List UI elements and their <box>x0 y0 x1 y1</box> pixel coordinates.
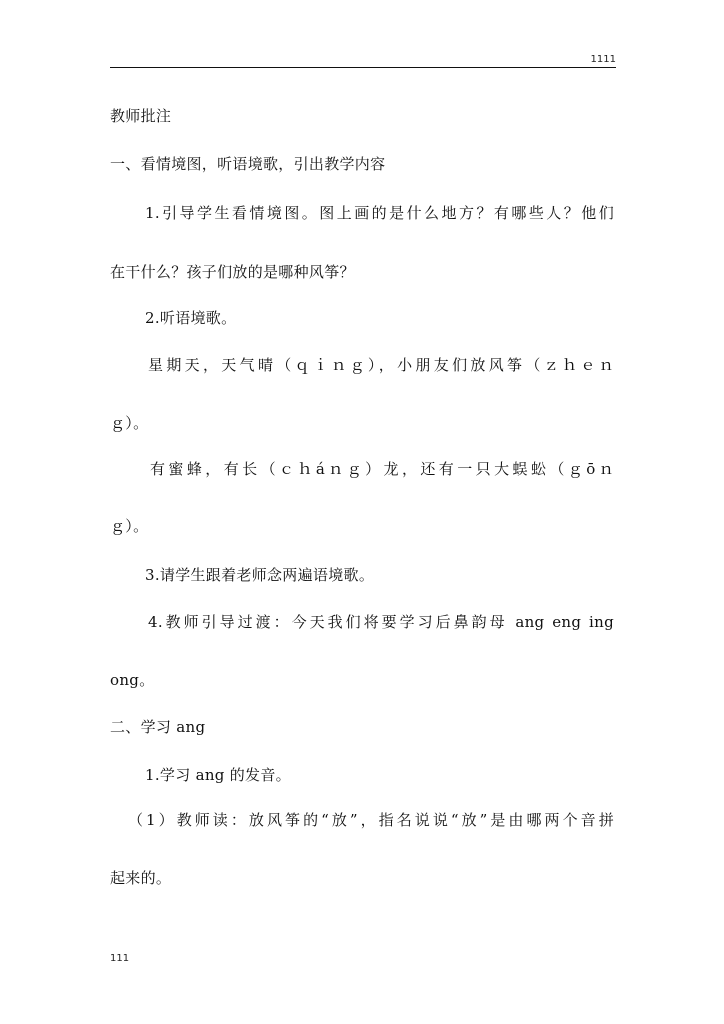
paragraph-4-line-2: ong。 <box>110 671 155 689</box>
header-divider <box>110 67 616 68</box>
teacher-note-heading: 教师批注 <box>110 107 172 125</box>
song-line-2b: ｇ）。 <box>110 517 149 535</box>
paragraph-3: 3.请学生跟着老师念两遍语境歌。 <box>145 566 375 584</box>
song-line-2a: 有蜜蜂，有长（ｃｈáｎｇ）龙，还有一只大蜈蚣（ｇōｎ <box>150 460 614 478</box>
footer-page-number: 111 <box>110 953 130 964</box>
paragraph-4-line-1: 4.教师引导过渡：今天我们将要学习后鼻韵母 ang eng ing <box>148 613 614 631</box>
section-heading-2: 二、学习 ang <box>110 718 206 736</box>
paragraph-2: 2.听语境歌。 <box>145 309 237 327</box>
paragraph-1-line-2: 在干什么？孩子们放的是哪种风筝？ <box>110 263 355 281</box>
paragraph-6-line-2: 起来的。 <box>110 869 172 887</box>
paragraph-5: 1.学习 ang 的发音。 <box>145 766 291 784</box>
header-page-number: 1111 <box>590 54 616 65</box>
song-line-1a: 星期天，天气晴（ｑｉｎｇ），小朋友们放风筝（ｚｈｅｎ <box>148 356 614 374</box>
section-heading-1: 一、看情境图，听语境歌，引出教学内容 <box>110 155 386 173</box>
song-line-1b: ｇ）。 <box>110 414 149 432</box>
paragraph-1-line-1: 1.引导学生看情境图。图上画的是什么地方？有哪些人？他们 <box>145 204 614 222</box>
paragraph-6-line-1: （1）教师读：放风筝的“放”，指名说说“放”是由哪两个音拼 <box>128 811 614 829</box>
